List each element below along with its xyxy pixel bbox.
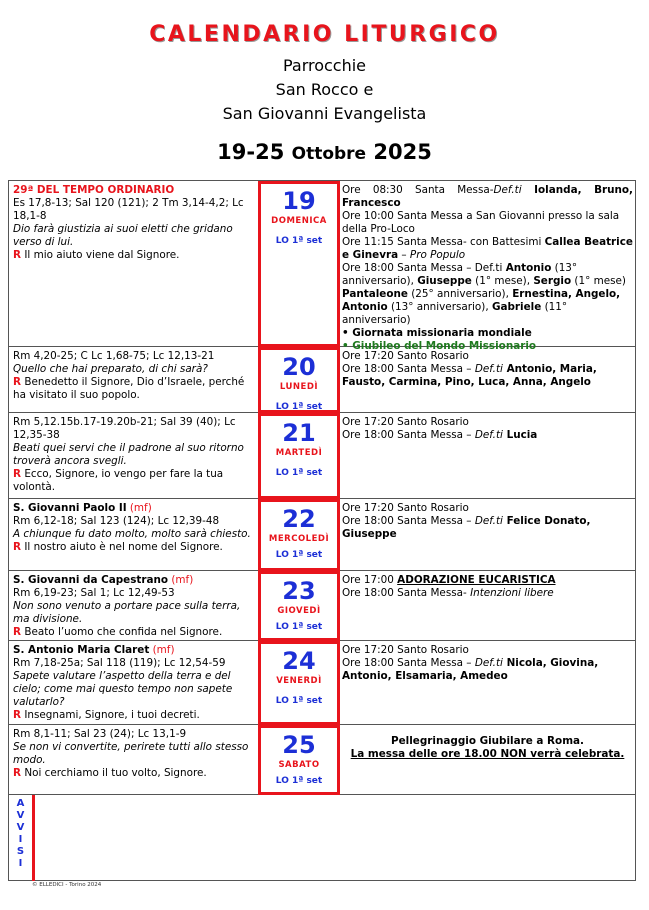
office-set: LO 1ª set <box>275 402 323 412</box>
day-name: SABATO <box>278 760 320 770</box>
office-set: LO 1ª set <box>275 776 323 786</box>
response: R Ecco, Signore, io vengo per fare la tua volontà. <box>13 468 224 493</box>
day-number: 22 <box>282 505 316 533</box>
mass-entry: Ore 17:20 Santo Rosario <box>342 416 469 428</box>
day-number: 21 <box>282 419 316 447</box>
readings: Rm 6,19-23; Sal 1; Lc 12,49-53 <box>13 587 175 599</box>
day-number: 23 <box>282 577 316 605</box>
response: R Insegnami, Signore, i tuoi decreti. <box>13 709 200 721</box>
saint: S. Antonio Maria Claret (mf) <box>13 644 175 656</box>
mass-cell <box>342 641 635 685</box>
office-set: LO 1ª set <box>275 696 323 706</box>
response: R Il mio aiuto viene dal Signore. <box>13 249 180 261</box>
antiphon: Sapete valutare l’aspetto della terra e del cielo; come mai questo tempo non sapete valutarlo? <box>13 670 233 708</box>
office-set: LO 1ª set <box>275 468 323 478</box>
office-set: LO 1ª set <box>275 622 323 632</box>
day-name: DOMENICA <box>271 216 327 226</box>
parish-line-3: San Giovanni Evangelista <box>222 104 427 123</box>
mass-entry: Ore 17:20 Santo Rosario <box>342 502 469 514</box>
liturgy-title: 29ª DEL TEMPO ORDINARIO <box>13 184 175 196</box>
day-box <box>258 181 340 347</box>
date-year: 2025 <box>373 140 432 164</box>
mass-entry: Ore 17:20 Santo Rosario <box>342 644 469 656</box>
note-jubilee: • Giubileo del Mondo Missionario <box>342 340 537 352</box>
response: R Noi cerchiamo il tuo volto, Signore. <box>13 767 207 779</box>
day-box <box>258 571 340 641</box>
office-set: LO 1ª set <box>275 550 323 560</box>
day-number: 19 <box>282 187 316 215</box>
date-month: Ottobre <box>291 144 367 164</box>
office-set: LO 1ª set <box>275 236 323 246</box>
parish-line-1: Parrocchie <box>282 56 367 75</box>
antiphon: A chiunque fu dato molto, molto sarà chiesto. <box>13 528 251 540</box>
day-number: 20 <box>282 353 316 381</box>
mass-entry: Ore 17:20 Santo Rosario <box>342 350 469 362</box>
mass-entry: Ore 08:30 Santa Messa-Def.ti Iolanda, Bruno, Francesco <box>342 184 633 209</box>
copyright-footer: © ELLEDICI - Torino 2024 <box>32 882 102 888</box>
antiphon: Non sono venuto a portare pace sulla terra, ma divisione. <box>13 600 241 625</box>
day-row-19 <box>9 181 635 352</box>
day-box <box>258 641 340 725</box>
day-box <box>258 413 340 499</box>
day-name: GIOVEDÌ <box>277 606 321 616</box>
day-row-20 <box>9 347 635 413</box>
mass-entry: Ore 10:00 Santa Messa a San Giovanni presso la sala della Pro-Loco <box>342 210 620 235</box>
day-name: LUNEDÌ <box>279 382 319 392</box>
mass-entry: Ore 18:00 Santa Messa – Def.ti Lucia <box>342 429 538 441</box>
note-missionary-day: • Giornata missionaria mondiale <box>342 327 532 339</box>
saint: S. Giovanni Paolo II (mf) <box>13 502 152 514</box>
calendar-table <box>8 180 636 881</box>
mass-entry: Ore 18:00 Santa Messa – Def.ti Felice Donato, Giuseppe <box>342 515 591 540</box>
day-box <box>258 499 340 571</box>
readings: Es 17,8-13; Sal 120 (121); 2 Tm 3,14-4,2; Lc 18,1-8 <box>13 197 244 222</box>
day-number: 25 <box>282 731 316 759</box>
antiphon: Quello che hai preparato, di chi sarà? <box>13 363 208 375</box>
mass-cell <box>342 571 635 602</box>
avvisi-label: A V V I S I <box>9 795 35 881</box>
day-box <box>258 725 340 795</box>
mass-entry: Ore 17:00 ADORAZIONE EUCARISTICA <box>342 574 556 586</box>
readings: Rm 4,20-25; C Lc 1,68-75; Lc 12,13-21 <box>13 350 215 362</box>
mass-cell <box>342 413 635 444</box>
day-row-22 <box>9 499 635 571</box>
antiphon: Se non vi convertite, perirete tutti allo stesso modo. <box>13 741 249 766</box>
saint: S. Giovanni da Capestrano (mf) <box>13 574 194 586</box>
parish-line-2: San Rocco e <box>275 80 374 99</box>
day-row-25 <box>9 725 635 795</box>
mass-cell <box>342 499 635 543</box>
mass-entry: Ore 11:15 Santa Messa- con Battesimi Callea Beatrice e Ginevra – Pro Populo <box>342 236 633 261</box>
week-date <box>0 140 649 164</box>
liturgy-cell <box>9 571 257 642</box>
mass-entry: Ore 18:00 Santa Messa – Def.ti Antonio (13° anniversario), Giuseppe (1° mese), Sergio (1° mese) Pantaleone (25° anniversario), Ernestina, Angelo, Antonio (13° anniversario), Gabriele (11° anniversario) <box>342 262 626 326</box>
liturgy-cell <box>9 181 257 265</box>
antiphon: Dio farà giustizia ai suoi eletti che gridano verso di lui. <box>13 223 233 248</box>
mass-entry: Ore 18:00 Santa Messa – Def.ti Antonio, Maria, Fausto, Carmina, Pino, Luca, Anna, Angelo <box>342 363 597 388</box>
mass-cell <box>342 725 635 763</box>
response: R Il nostro aiuto è nel nome del Signore. <box>13 541 223 553</box>
readings: Rm 8,1-11; Sal 23 (24); Lc 13,1-9 <box>13 728 187 740</box>
readings: Rm 6,12-18; Sal 123 (124); Lc 12,39-48 <box>13 515 220 527</box>
day-name: VENERDÌ <box>276 676 322 686</box>
pilgrimage-note: Pellegrinaggio Giubilare a Roma. <box>391 735 584 747</box>
day-number: 24 <box>282 647 316 675</box>
response: R Beato l’uomo che confida nel Signore. <box>13 626 223 638</box>
day-row-21 <box>9 413 635 499</box>
liturgy-cell <box>9 413 257 497</box>
day-row-23 <box>9 571 635 641</box>
date-range: 19-25 <box>217 140 285 164</box>
readings: Rm 5,12.15b.17-19.20b-21; Sal 39 (40); Lc 12,35-38 <box>13 416 236 441</box>
antiphon: Beati quei servi che il padrone al suo ritorno troverà ancora svegli. <box>13 442 244 467</box>
mass-cell <box>342 181 635 355</box>
mass-cell <box>342 347 635 391</box>
day-name: MERCOLEDÌ <box>268 534 330 544</box>
day-box <box>258 347 340 413</box>
mass-entry: Ore 18:00 Santa Messa- Intenzioni libere <box>342 587 554 599</box>
liturgy-cell <box>9 641 257 725</box>
liturgy-cell <box>9 725 257 783</box>
page-title: CALENDARIO LITURGICO <box>149 22 500 47</box>
liturgy-cell <box>9 347 257 405</box>
readings: Rm 7,18-25a; Sal 118 (119); Lc 12,54-59 <box>13 657 226 669</box>
mass-cancelled-note: La messa delle ore 18.00 NON verrà celebrata. <box>350 748 625 760</box>
day-row-24 <box>9 641 635 725</box>
day-name: MARTEDÌ <box>275 448 323 458</box>
liturgy-cell <box>9 499 257 557</box>
mass-entry: Ore 18:00 Santa Messa – Def.ti Nicola, Giovina, Antonio, Elsamaria, Amedeo <box>342 657 599 682</box>
avvisi-section <box>9 795 635 881</box>
response: R Benedetto il Signore, Dio d’Israele, perché ha visitato il suo popolo. <box>13 376 245 401</box>
